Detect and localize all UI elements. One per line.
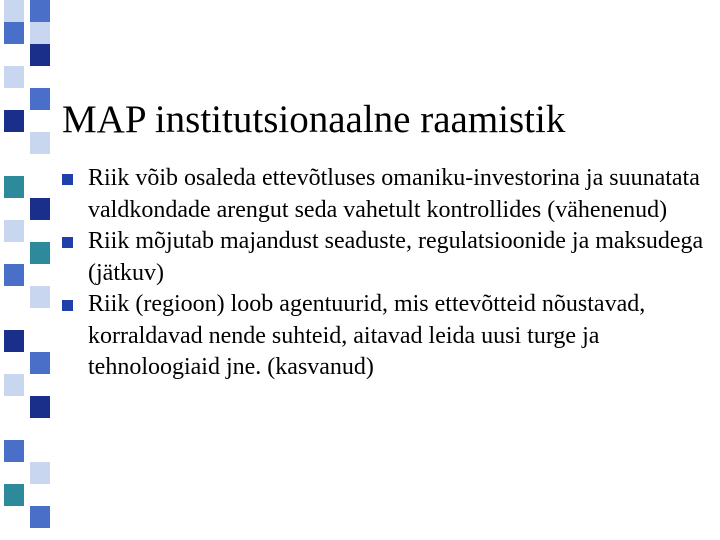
bullet-text: Riik mõjutab majandust seaduste, regulatsioonide ja maksudega (jätkuv): [88, 228, 704, 286]
strip-square: [4, 374, 24, 396]
bullet-text: Riik võib osaleda ettevõtluses omaniku-investorina ja suunatata valdkondade arengut seda vahetult kontrollides (vähenenud): [88, 165, 700, 223]
strip-square: [30, 242, 50, 264]
bullet-list: [62, 163, 712, 384]
strip-square: [4, 0, 24, 22]
strip-square: [30, 198, 50, 220]
square-bullet-icon: [62, 300, 73, 311]
strip-square: [4, 110, 24, 132]
decorative-square-strip: [0, 0, 64, 540]
strip-square: [30, 352, 50, 374]
strip-square: [30, 88, 50, 110]
strip-square: [4, 22, 24, 44]
square-bullet-icon: [62, 237, 73, 248]
slide-title: MAP institutsionaalne raamistik: [62, 98, 566, 141]
bullet-item: [62, 226, 712, 289]
bullet-text: Riik (regioon) loob agentuurid, mis ettevõtteid nõustavad, korraldavad nende suhteid, aitavad leida uusi turge ja tehnoloogiaid jne. (kasvanud): [88, 291, 646, 380]
strip-square: [4, 440, 24, 462]
strip-square: [4, 176, 24, 198]
strip-square: [30, 286, 50, 308]
strip-square: [30, 0, 50, 22]
strip-square: [30, 506, 50, 528]
strip-square: [30, 462, 50, 484]
strip-square: [30, 44, 50, 66]
strip-square: [30, 396, 50, 418]
strip-square: [30, 132, 50, 154]
strip-square: [4, 66, 24, 88]
bullet-item: [62, 289, 712, 384]
strip-square: [4, 220, 24, 242]
strip-square: [4, 330, 24, 352]
square-bullet-icon: [62, 174, 73, 185]
strip-square: [4, 484, 24, 506]
strip-square: [30, 22, 50, 44]
strip-square: [4, 264, 24, 286]
bullet-item: [62, 163, 712, 226]
